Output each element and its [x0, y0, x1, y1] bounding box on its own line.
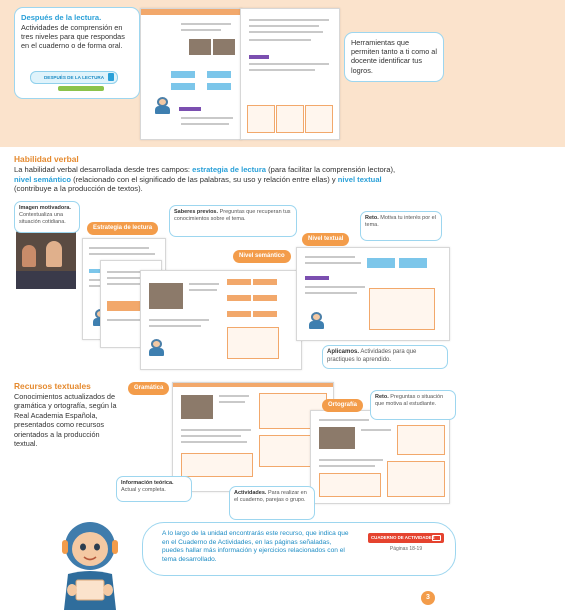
tag-nivel-textual: Nivel textual	[302, 233, 349, 246]
after-reading-text: Actividades de comprensión en tres niveles para que respondas en el cuaderno o de forma oral.	[21, 23, 125, 51]
after-reading-green-bar	[58, 86, 104, 91]
hv-text-1: La habilidad verbal desarrollada desde tres campos:	[14, 165, 193, 174]
hv-text-3: (relacionado con el significado de las palabras, su uso y relación entre ellas) y	[70, 174, 338, 184]
recursos-textuales-title: Recursos textuales	[14, 381, 91, 391]
aplicamos-title: Aplicamos.	[327, 349, 360, 355]
hv-field-estrategia: estrategia de lectura	[192, 165, 267, 174]
reto-text-recursos: Preguntas o situación que motiva al estudiante.	[375, 394, 444, 407]
actividades-note	[229, 486, 315, 520]
motivating-image-text: Contextualiza una situación cotidiana.	[19, 212, 66, 225]
reto-note-verbal	[360, 211, 442, 241]
cuaderno-actividades-tag	[368, 533, 444, 543]
textual-page	[296, 247, 450, 341]
saberes-previos-text: Preguntas que recuperan tus conocimientos sobre el tema.	[174, 209, 291, 222]
tools-callout	[344, 32, 444, 82]
reto-note-recursos	[370, 390, 456, 420]
hv-text-4: (contribuye a la producción de textos).	[14, 184, 143, 194]
semantico-page	[140, 270, 302, 370]
reto-text-verbal: Motiva tu interés por el tema.	[365, 215, 436, 228]
ortografia-page	[310, 410, 450, 504]
hv-text-2: (para facilitar la comprensión lectora),	[266, 165, 396, 174]
after-reading-title: Después de la lectura.	[21, 13, 102, 22]
habilidad-verbal-title: Habilidad verbal	[14, 154, 79, 164]
banner-page-left	[140, 8, 242, 140]
cuaderno-note-text: A lo largo de la unidad encontrarás este recurso, que indica que en el Cuaderno de Actividades, en las páginas señaladas, puedes hallar más información y ejercicios relacionados con el tema desarrollado.	[162, 530, 349, 563]
tools-callout-text: Herramientas que permiten tanto a ti como al docente identificar tus logros.	[351, 38, 437, 75]
tag-estrategia-lectura: Estrategia de lectura	[87, 222, 158, 235]
book-icon	[108, 73, 114, 81]
hv-field-textual: nivel textual	[337, 174, 382, 184]
motivating-image-photo	[16, 231, 76, 289]
recursos-textuales-text: Conocimientos actualizados de gramática y ortografía, según la Real Academia Española, presentados como recursos orientados a la producción textual.	[14, 392, 117, 449]
reto-title-recursos: Reto.	[375, 394, 389, 400]
robot-mascot	[50, 518, 130, 610]
informacion-teorica-text: Actual y completa.	[121, 487, 166, 493]
informacion-teorica-title: Información teórica.	[121, 480, 174, 486]
actividades-text: Para realizar en el cuaderno, parejas o grupo.	[234, 490, 307, 503]
tag-ortografia: Ortografía	[322, 399, 363, 412]
saberes-previos-note	[169, 205, 297, 237]
after-reading-pill-label: DESPUÉS DE LA LECTURA	[43, 75, 105, 80]
open-book-icon	[432, 535, 441, 541]
motivating-image-title: Imagen motivadora.	[19, 205, 71, 211]
reto-title-verbal: Reto.	[365, 215, 379, 221]
cuaderno-actividades-label: CUADERNO DE ACTIVIDADES	[371, 535, 435, 540]
tag-nivel-semantico: Nivel semántico	[233, 250, 291, 263]
cuaderno-pages: Páginas 18-19	[389, 546, 423, 552]
page-number: 3	[421, 591, 435, 605]
aplicamos-note	[322, 345, 448, 369]
actividades-title: Actividades.	[234, 490, 267, 496]
after-reading-pill	[30, 71, 118, 84]
motivating-image-note	[14, 201, 80, 233]
aplicamos-text: Actividades para que practiques lo aprendido.	[327, 349, 417, 363]
tag-gramatica: Gramática	[128, 382, 169, 395]
informacion-teorica-note	[116, 476, 192, 502]
saberes-previos-title: Saberes previos.	[174, 209, 219, 215]
habilidad-verbal-text	[14, 165, 544, 194]
banner-page-right	[240, 8, 340, 140]
hv-field-semantico: nivel semántico	[14, 174, 71, 184]
